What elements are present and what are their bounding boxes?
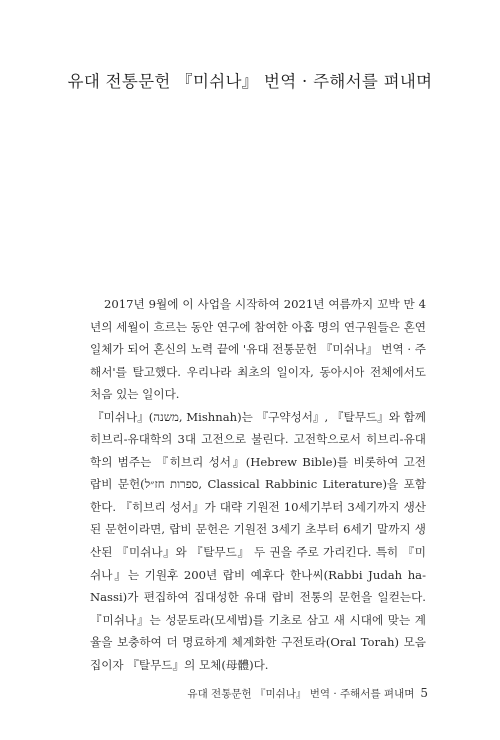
paragraph-1: 2017년 9월에 이 사업을 시작하여 2021년 여름까지 꼬박 만 4년의 세월이 흐르는 동안 연구에 참여한 아홉 명의 연구원들은 혼연일체가 되어 혼신의 노력 끝에 '유대 전통문헌 『미쉬나』 번역 · 주해서'를 탈고했다. 우리나라 최초의 일이자, 동아시아 전체에서도 처음 있는 일이다.: [90, 297, 426, 402]
running-title: 유대 전통문헌 『미쉬나』 번역 · 주해서를 펴내며: [187, 688, 415, 700]
page-footer: [187, 686, 428, 701]
page-title: 유대 전통문헌 『미쉬나』 번역 · 주해서를 펴내며: [67, 72, 433, 91]
paragraph-2: 『미쉬나』(משנה, Mishnah)는 『구약성서』, 『탈무드』와 함께 히브리-유대학의 3대 고전으로 불린다. 고전학으로서 히브리-유대학의 범주는 『히브리 성서』(Hebrew Bible)를 비롯하여 고전 랍비 문헌(ספרות חז״ל, Classical Rabbinic Literature)을 포함한다. 『히브리 성서』가 대략 기원전 10세기부터 3세기까지 생산된 문헌이라면, 랍비 문헌은 기원전 3세기 초부터 6세기 말까지 생산된 『미쉬나』와 『탈무드』 두 권을 주로 가리킨다. 특히 『미쉬나』는 기원후 200년 랍비 예후다 한나씨(Rabbi Judah ha-Nassi)가 편집하여 집대성한 유대 랍비 전통의 문헌을 일컫는다. 『미쉬나』는 성문토라(모세법)를 기초로 삼고 새 시대에 맞는 계율을 보충하여 더 명료하게 체계화한 구전토라(Oral Torah) 모음집이자 『탈무드』의 모체(母體)다.: [90, 409, 426, 672]
body-text: [90, 293, 426, 676]
page-number: 5: [420, 686, 428, 700]
